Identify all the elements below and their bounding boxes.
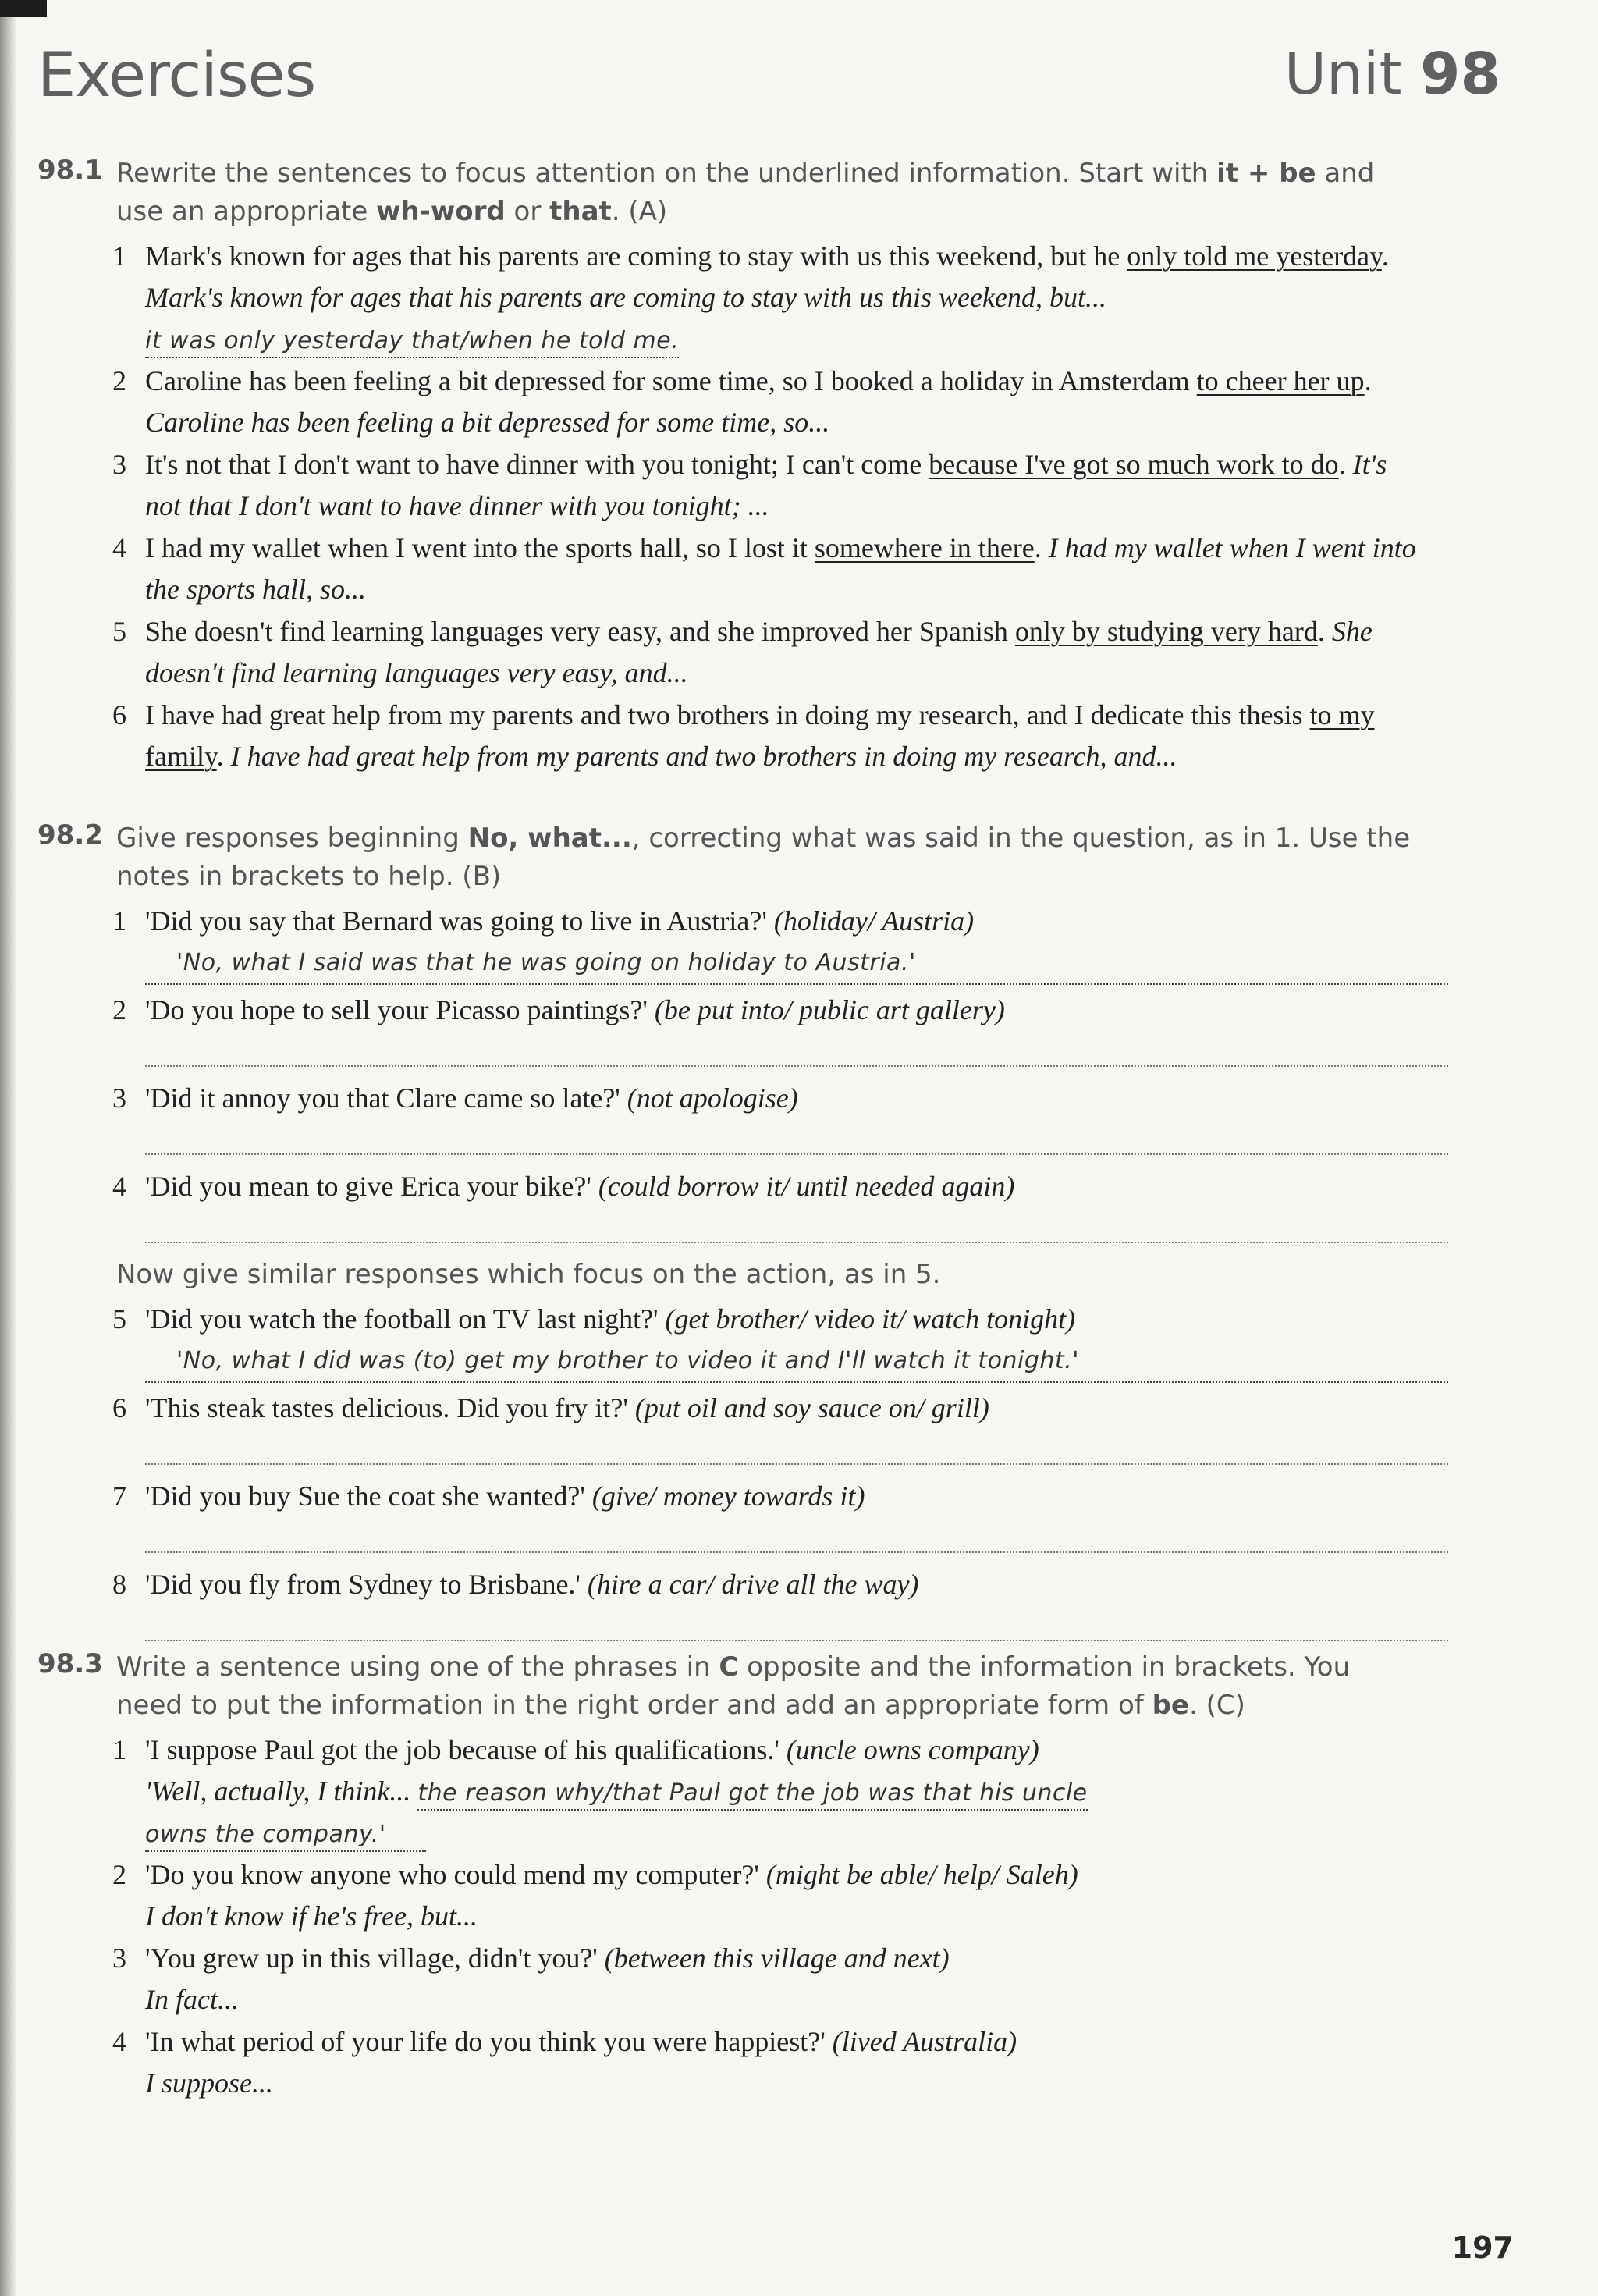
exercise-item bbox=[112, 990, 1419, 1067]
item-question: 'Did you buy Sue the coat she wanted?' bbox=[145, 1480, 585, 1512]
exercise-item bbox=[112, 1564, 1419, 1641]
item-question: 'This steak tastes delicious. Did you fry it?' bbox=[145, 1392, 628, 1423]
instr-text: . (C) bbox=[1188, 1690, 1245, 1721]
item-prompt: 'Well, actually, I think... bbox=[145, 1775, 411, 1807]
item-prompt: I had my wallet when I went into the sports hall, so... bbox=[145, 532, 1416, 605]
exercise-98-3 bbox=[37, 1648, 1419, 2105]
item-prompt: Caroline has been feeling a bit depressed for some time, so... bbox=[145, 407, 830, 438]
exercise-98-1 bbox=[37, 155, 1419, 778]
exercise-item bbox=[112, 1388, 1419, 1465]
instr-keyword: it + be bbox=[1216, 158, 1316, 189]
exercise-item bbox=[112, 444, 1419, 527]
exercise-number: 98.3 bbox=[37, 1648, 103, 1679]
item-text: . bbox=[1381, 240, 1389, 272]
item-number: 7 bbox=[112, 1480, 126, 1512]
item-number: 5 bbox=[112, 1303, 126, 1335]
exercise-instructions bbox=[116, 155, 1419, 231]
exercise-item bbox=[112, 1166, 1419, 1243]
answer-field-continued[interactable]: owns the company.' bbox=[145, 1819, 426, 1852]
answer-field[interactable]: the reason why/that Paul got the job was that his uncle bbox=[417, 1778, 1087, 1811]
item-text: I have had great help from my parents and two brothers in doing my research, and I dedicate this thesis bbox=[145, 699, 1310, 730]
exercise-item bbox=[112, 695, 1419, 777]
item-text: Mark's known for ages that his parents are coming to stay with us this weekend, but he bbox=[145, 240, 1127, 272]
item-number: 2 bbox=[112, 365, 126, 396]
underlined-text: somewhere in there bbox=[814, 532, 1035, 563]
item-note: (holiday/ Austria) bbox=[773, 905, 975, 937]
item-question: 'Did you mean to give Erica your bike?' bbox=[145, 1171, 591, 1202]
instr-text: opposite and the information in brackets. You need to put the information in the right order and add an appropriate form of bbox=[116, 1651, 1351, 1721]
instr-text: , correcting what was said in the question, as in 1. Use the notes in brackets to help. (B) bbox=[116, 823, 1411, 892]
instr-text: Give responses beginning bbox=[116, 823, 468, 854]
item-prompt: I don't know if he's free, but... bbox=[145, 1900, 478, 1932]
answer-field[interactable] bbox=[145, 1517, 1448, 1553]
item-text: . bbox=[1034, 532, 1049, 563]
item-number: 8 bbox=[112, 1569, 126, 1600]
exercise-instructions bbox=[116, 819, 1419, 896]
item-question: 'Did you watch the football on TV last night?' bbox=[145, 1303, 659, 1335]
item-prompt: Mark's known for ages that his parents are coming to stay with us this weekend, but... bbox=[145, 282, 1106, 313]
item-question: 'Did it annoy you that Clare came so late?' bbox=[145, 1082, 620, 1114]
exercise-item bbox=[112, 1078, 1419, 1155]
page-number: 197 bbox=[1451, 2230, 1514, 2265]
item-number: 1 bbox=[112, 905, 126, 937]
exercise-item bbox=[112, 1938, 1419, 2021]
exercise-item bbox=[112, 236, 1419, 360]
item-note: (lived Australia) bbox=[832, 2026, 1017, 2057]
underlined-text: to cheer her up bbox=[1196, 365, 1365, 396]
instr-keyword: that bbox=[549, 196, 612, 227]
item-text: Caroline has been feeling a bit depressed for some time, so I booked a holiday in Amsterdam bbox=[145, 365, 1197, 396]
item-text: . bbox=[216, 741, 231, 772]
exercise-item bbox=[112, 611, 1419, 694]
item-note: (get brother/ video it/ watch tonight) bbox=[665, 1303, 1076, 1335]
instr-text: Write a sentence using one of the phrases in bbox=[116, 1651, 719, 1683]
item-prompt: I suppose... bbox=[145, 2067, 273, 2099]
underlined-text: only by studying very hard bbox=[1014, 616, 1318, 647]
answer-field[interactable] bbox=[145, 1429, 1448, 1465]
item-number: 1 bbox=[112, 240, 126, 272]
exercise-item bbox=[112, 901, 1419, 985]
item-question: 'You grew up in this village, didn't you?' bbox=[145, 1942, 598, 1974]
answer-field[interactable] bbox=[145, 1031, 1448, 1067]
item-number: 3 bbox=[112, 1082, 126, 1114]
instr-keyword: be bbox=[1152, 1690, 1189, 1721]
item-note: (not apologise) bbox=[627, 1082, 798, 1114]
item-question: 'Do you hope to sell your Picasso paintings?' bbox=[145, 994, 648, 1025]
page-corner-mark bbox=[0, 0, 47, 17]
item-number: 2 bbox=[112, 1859, 126, 1890]
exercise-item bbox=[112, 1854, 1419, 1937]
instr-text: . (A) bbox=[611, 196, 668, 227]
answer-field[interactable]: it was only yesterday that/when he told me. bbox=[145, 325, 679, 358]
underlined-text: because I've got so much work to do bbox=[929, 449, 1339, 480]
item-prompt: She doesn't find learning languages very easy, and... bbox=[145, 616, 1373, 688]
item-note: (uncle owns company) bbox=[786, 1734, 1039, 1765]
item-text: . bbox=[1317, 616, 1332, 647]
item-number: 3 bbox=[112, 449, 126, 480]
item-note: (put oil and soy sauce on/ grill) bbox=[634, 1392, 989, 1423]
answer-field[interactable]: 'No, what I did was (to) get my brother to video it and I'll watch it tonight.' bbox=[145, 1340, 1448, 1383]
exercise-number: 98.2 bbox=[37, 819, 103, 851]
item-number: 2 bbox=[112, 994, 126, 1025]
item-prompt: In fact... bbox=[145, 1984, 239, 2015]
answer-field[interactable] bbox=[145, 1119, 1448, 1155]
item-question: 'Did you fly from Sydney to Brisbane.' bbox=[145, 1569, 581, 1600]
answer-field[interactable] bbox=[145, 1207, 1448, 1243]
instr-text: and use an appropriate bbox=[116, 158, 1375, 227]
answer-field[interactable]: 'No, what I said was that he was going on holiday to Austria.' bbox=[145, 942, 1448, 985]
item-text: She doesn't find learning languages very easy, and she improved her Spanish bbox=[145, 616, 1015, 647]
item-question: 'In what period of your life do you think you were happiest?' bbox=[145, 2026, 826, 2057]
item-text: . bbox=[1364, 365, 1372, 396]
unit-label: Unit bbox=[1284, 41, 1402, 108]
sub-instructions: Now give similar responses which focus on the action, as in 5. bbox=[116, 1259, 941, 1290]
item-note: (give/ money towards it) bbox=[591, 1480, 865, 1512]
item-prompt: It's not that I don't want to have dinner with you tonight; ... bbox=[145, 449, 1387, 521]
item-note: (might be able/ help/ Saleh) bbox=[765, 1859, 1078, 1890]
item-number: 4 bbox=[112, 532, 126, 563]
underlined-text: to my family bbox=[145, 699, 1375, 772]
unit-number: 98 bbox=[1420, 41, 1500, 108]
exercise-item bbox=[112, 1299, 1419, 1383]
item-question: 'Do you know anyone who could mend my computer?' bbox=[145, 1859, 759, 1890]
instr-text: or bbox=[505, 196, 550, 227]
exercise-item bbox=[112, 2021, 1419, 2104]
item-number: 1 bbox=[112, 1734, 126, 1765]
item-number: 4 bbox=[112, 2026, 126, 2057]
answer-field[interactable] bbox=[145, 1605, 1448, 1641]
item-number: 6 bbox=[112, 699, 126, 730]
item-note: (could borrow it/ until needed again) bbox=[598, 1171, 1015, 1202]
item-number: 4 bbox=[112, 1171, 126, 1202]
instr-keyword: C bbox=[719, 1651, 739, 1683]
exercise-item bbox=[112, 528, 1419, 610]
item-note: (be put into/ public art gallery) bbox=[654, 994, 1005, 1025]
item-prompt: I have had great help from my parents and two brothers in doing my research, and... bbox=[230, 741, 1177, 772]
item-number: 6 bbox=[112, 1392, 126, 1423]
instr-keyword: No, what... bbox=[467, 823, 632, 854]
item-number: 5 bbox=[112, 616, 126, 647]
page-title: Exercises bbox=[37, 41, 316, 111]
instr-keyword: wh-word bbox=[376, 196, 506, 227]
item-text: . bbox=[1338, 449, 1353, 480]
exercise-item bbox=[112, 361, 1419, 443]
exercise-item bbox=[112, 1476, 1419, 1553]
item-text: I had my wallet when I went into the sports hall, so I lost it bbox=[145, 532, 815, 563]
item-note: (between this village and next) bbox=[604, 1942, 950, 1974]
item-question: 'I suppose Paul got the job because of his qualifications.' bbox=[145, 1734, 779, 1765]
page-edge-shadow bbox=[0, 0, 16, 2296]
unit-title bbox=[1284, 41, 1500, 108]
item-note: (hire a car/ drive all the way) bbox=[587, 1569, 919, 1600]
exercise-item bbox=[112, 1729, 1419, 1854]
instr-text: Rewrite the sentences to focus attention on the underlined information. Start with bbox=[116, 158, 1217, 189]
exercise-98-2 bbox=[37, 819, 1419, 1652]
exercise-number: 98.1 bbox=[37, 155, 103, 186]
exercise-instructions bbox=[116, 1648, 1419, 1725]
item-text: It's not that I don't want to have dinner with you tonight; I can't come bbox=[145, 449, 929, 480]
item-question: 'Did you say that Bernard was going to live in Austria?' bbox=[145, 905, 767, 937]
underlined-text: only told me yesterday bbox=[1127, 240, 1382, 272]
item-number: 3 bbox=[112, 1942, 126, 1974]
